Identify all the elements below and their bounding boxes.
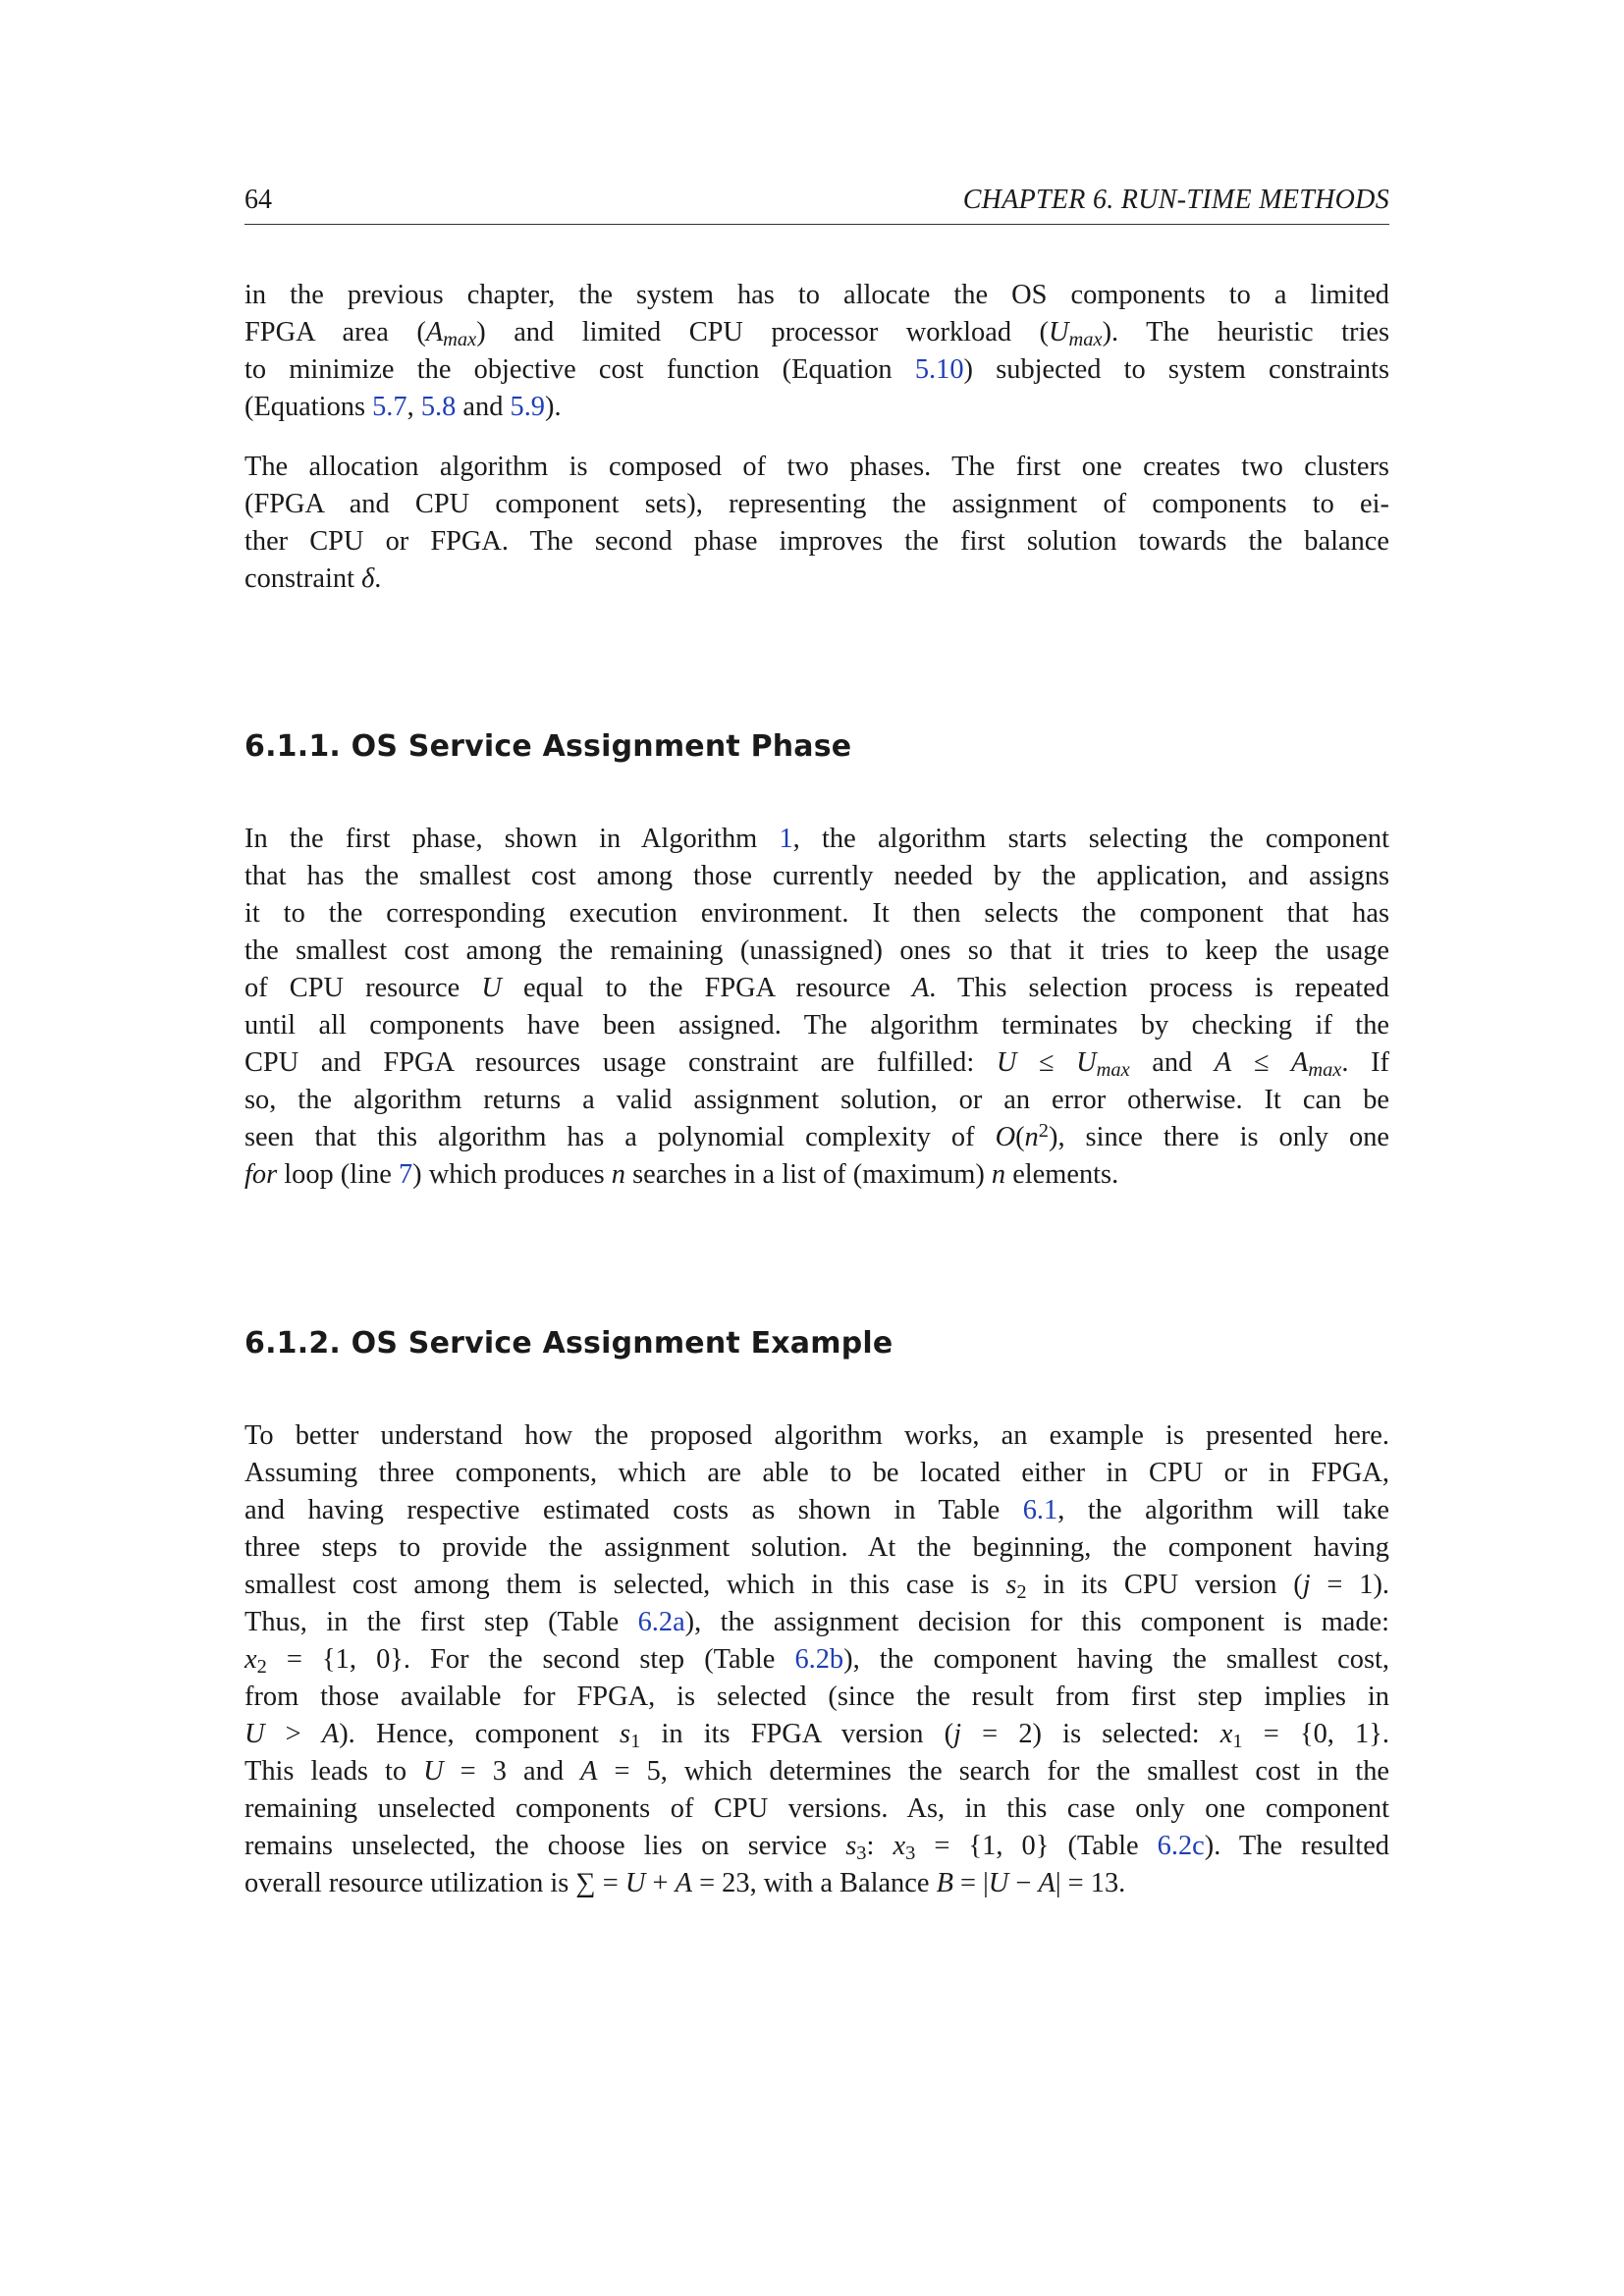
text-line: so, the algorithm returns a valid assignment solution, or an error otherwise. It can be [244, 1085, 1389, 1115]
text-line: CPU and FPGA resources usage constraint are fulfilled: $U \le U_{max}$ and $A \le A_{max}$. If [244, 1047, 1390, 1082]
text-line: In the first phase, shown in Algorithm 1, the algorithm starts selecting the component [244, 824, 1389, 854]
text-line: Thus, in the first step (Table 6.2a), the assignment decision for this component is made: [244, 1607, 1389, 1637]
text-line: constraint δ. [244, 563, 382, 594]
text-line: and having respective estimated costs as shown in Table 6.1, the algorithm will take [244, 1495, 1389, 1525]
text-line: smallest cost among them is selected, which in this case is $s_2$ in its CPU version (j = 1). [244, 1570, 1389, 1604]
section-6-1-2-paragraph [244, 1417, 1389, 1902]
allocation-paragraph [244, 449, 1389, 598]
table-ref-6-2c[interactable]: 6.2c [1157, 1831, 1205, 1861]
text-line: (Equations 5.7, 5.8 and 5.9). [244, 392, 562, 422]
text-line: This leads to U = 3 and A = 5, which determines the search for the smallest cost in the [244, 1756, 1389, 1787]
text-line: it to the corresponding execution environment. It then selects the component that has [244, 898, 1389, 929]
text-line: from those available for FPGA, is selected (since the result from first step implies in [244, 1682, 1389, 1712]
text-line: seen that this algorithm has a polynomial complexity of $O(n^2)$, since there is only one [244, 1119, 1389, 1152]
text-line: To better understand how the proposed algorithm works, an example is presented here. [244, 1420, 1389, 1451]
text-line: of CPU resource U equal to the FPGA resource A. This selection process is repeated [244, 973, 1389, 1003]
table-ref-6-2a[interactable]: 6.2a [637, 1607, 685, 1637]
section-heading-6-1-1: 6.1.1. OS Service Assignment Phase [244, 729, 852, 764]
text-line: FPGA area $(A_{max})$ and limited CPU processor workload $(U_{max})$. The heuristic tries [244, 317, 1390, 351]
algorithm-ref-1[interactable]: 1 [779, 824, 793, 854]
table-ref-6-2b[interactable]: 6.2b [794, 1644, 844, 1675]
section-heading-6-1-2: 6.1.2. OS Service Assignment Example [244, 1326, 893, 1361]
table-ref-6-1[interactable]: 6.1 [1022, 1495, 1058, 1525]
equation-ref-5-8[interactable]: 5.8 [420, 392, 457, 422]
text-line: (FPGA and CPU component sets), representing the assignment of components to ei- [244, 489, 1389, 519]
running-header [244, 185, 1389, 225]
text-line: U > A). Hence, component $s_1$ in its FPGA version (j = 2) is selected: $x_1 = \{0$, 1}. [244, 1719, 1389, 1753]
chapter-title: CHAPTER 6. RUN-TIME METHODS [962, 185, 1389, 215]
text-line: ther CPU or FPGA. The second phase improves the first solution towards the balance [244, 526, 1389, 557]
equation-ref-5-7[interactable]: 5.7 [372, 392, 407, 422]
section-6-1-1-paragraph [244, 821, 1389, 1194]
intro-paragraph [244, 277, 1389, 426]
text-line: overall resource utilization is ∑ = U + A = 23, with a Balance B = |U − A| = 13. [244, 1868, 1126, 1898]
text-line: that has the smallest cost among those currently needed by the application, and assigns [244, 861, 1389, 891]
text-line: to minimize the objective cost function (Equation 5.10) subjected to system constraints [244, 354, 1390, 385]
text-line: three steps to provide the assignment solution. At the beginning, the component having [244, 1532, 1389, 1563]
text-line: The allocation algorithm is composed of two phases. The first one creates two clusters [244, 452, 1389, 482]
text-line: the smallest cost among the remaining (unassigned) ones so that it tries to keep the usage [244, 935, 1389, 966]
text-line: $x_2 = \{1$, 0}. For the second step (Table 6.2b), the component having the smallest cost, [244, 1644, 1389, 1679]
text-line: remaining unselected components of CPU versions. As, in this case only one component [244, 1793, 1389, 1824]
text-line: Assuming three components, which are able to be located either in CPU or in FPGA, [244, 1458, 1389, 1488]
text-line: in the previous chapter, the system has to allocate the OS components to a limited [244, 280, 1389, 310]
page-number: 64 [244, 185, 272, 215]
line-ref-7[interactable]: 7 [398, 1159, 413, 1190]
text-line: for loop (line 7) which produces n searches in a list of (maximum) n elements. [244, 1159, 1119, 1190]
text-line: remains unselected, the choose lies on service $s_3$: $x_3 = \{1$, 0} (Table 6.2c). The resulted [244, 1831, 1389, 1865]
equation-ref-5-10[interactable]: 5.10 [914, 354, 964, 385]
text-line: until all components have been assigned. The algorithm terminates by checking if the [244, 1010, 1389, 1041]
equation-ref-5-9[interactable]: 5.9 [510, 392, 545, 422]
